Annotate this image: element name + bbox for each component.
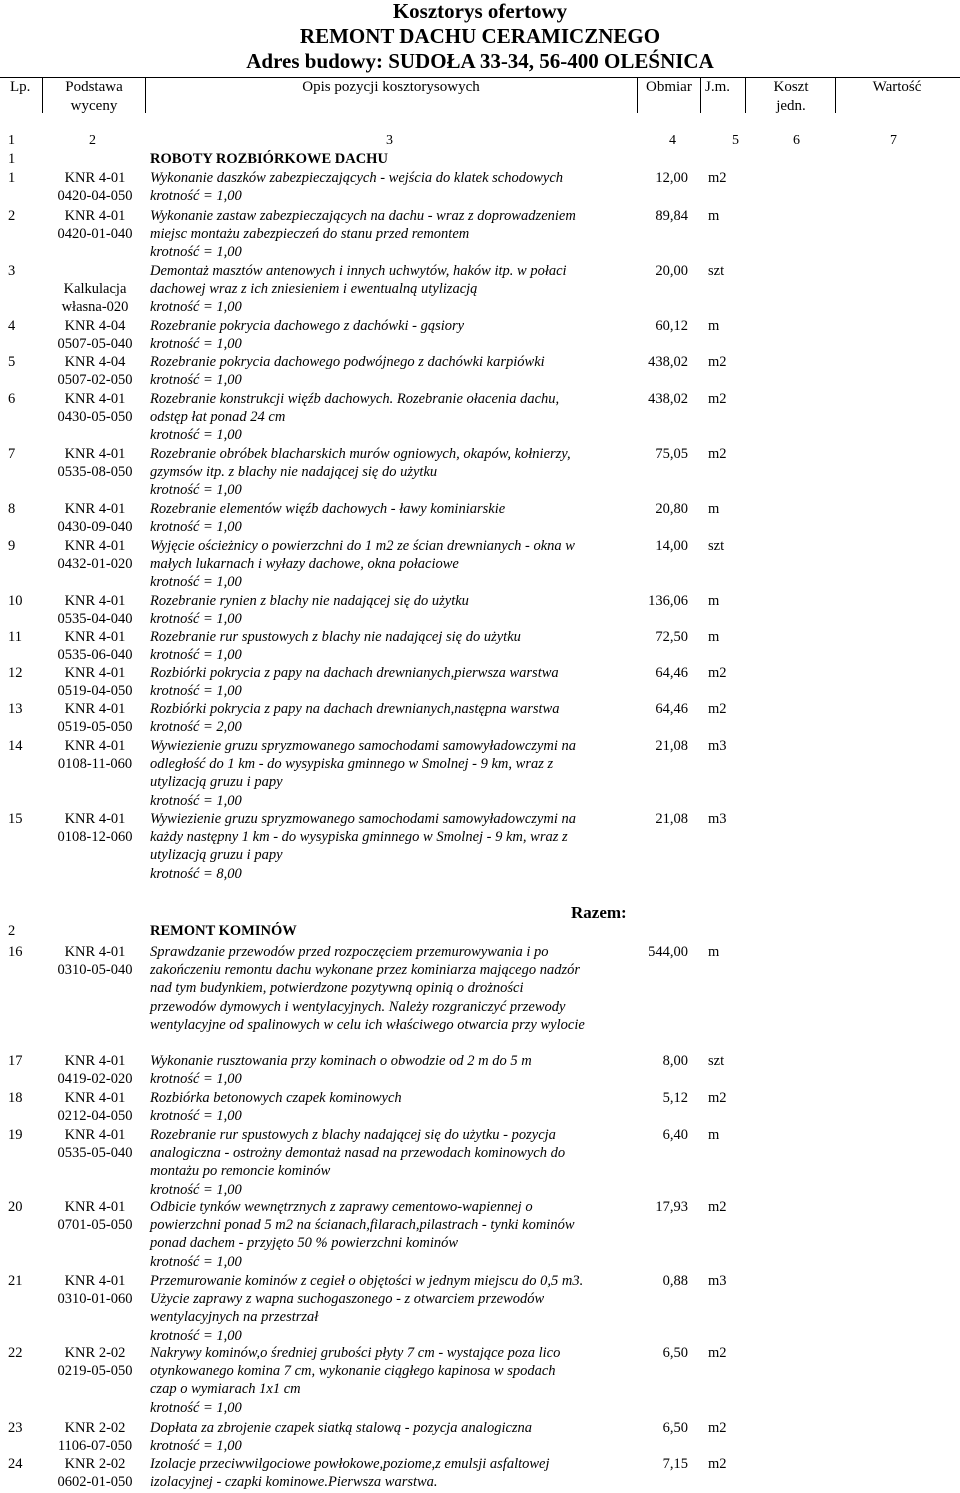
- header-divider: [745, 78, 746, 113]
- pricing-basis: [40, 592, 150, 628]
- item-unit: m3: [708, 811, 727, 827]
- item-unit: m3: [708, 738, 727, 754]
- item-description-line: miejsc montażu zabezpieczeń do stanu przed remontem: [150, 226, 470, 243]
- column-number: 5: [732, 133, 739, 148]
- row-number: 21: [8, 1273, 23, 1289]
- item-description-line: utylizacją gruzu i papy: [150, 774, 283, 791]
- site-address: Adres budowy: SUDOŁA 33-34, 56-400 OLEŚNICA: [246, 49, 714, 73]
- item-description-line: odległość do 1 km - do wysypiska gminnego w Smolnej - 9 km, wraz z: [150, 756, 554, 773]
- row-number: 2: [8, 208, 16, 224]
- item-unit: m: [708, 318, 720, 334]
- item-unit: szt: [708, 538, 725, 554]
- item-description-line: Rozbiórka betonowych czapek kominowych: [150, 1090, 402, 1106]
- item-multiplier: krotność = 1,00: [150, 1071, 242, 1088]
- item-multiplier: krotność = 1,00: [150, 482, 242, 499]
- item-description: [150, 1052, 630, 1088]
- pricing-basis-line: KNR 4-04: [64, 354, 126, 370]
- pricing-basis-line: 0430-09-040: [57, 519, 133, 536]
- pricing-basis: [40, 169, 150, 205]
- row-number: 20: [8, 1199, 23, 1215]
- pricing-basis-line: KNR 4-01: [64, 1053, 126, 1069]
- item-description-line: Rozebranie konstrukcji więźb dachowych. Rozebranie ołacenia dachu,: [150, 391, 560, 407]
- item-description-line: małych lukarnach i wyłazy dachowe, okna połaciowe: [150, 556, 459, 573]
- header-divider: [835, 78, 836, 113]
- pricing-basis: [40, 262, 150, 317]
- item-unit: m2: [708, 665, 727, 681]
- pricing-basis-line: 0535-06-040: [57, 647, 133, 664]
- item-description-line: Rozebranie rur spustowych z blachy nie nadającej się do użytku: [150, 629, 521, 645]
- item-description: [150, 445, 630, 500]
- item-description-line: izolacyjnej - czapki kominowe.Pierwsza warstwa.: [150, 1474, 438, 1491]
- item-unit: m2: [708, 391, 727, 407]
- item-description-line: zakończeniu remontu dachu wykonane przez kominiarza mającego nadzór: [150, 962, 580, 979]
- pricing-basis: [40, 737, 150, 773]
- pricing-basis-line: 0507-05-040: [57, 336, 133, 353]
- item-quantity: 75,05: [655, 446, 688, 462]
- item-description: [150, 1272, 630, 1345]
- item-multiplier: krotność = 1,00: [150, 244, 242, 261]
- item-quantity: 64,46: [655, 665, 688, 681]
- column-number: 7: [890, 133, 897, 148]
- item-quantity: 17,93: [655, 1199, 688, 1215]
- row-number: 24: [8, 1456, 23, 1472]
- header-divider: [637, 78, 638, 113]
- item-quantity: 21,08: [655, 738, 688, 754]
- row-number: 11: [8, 629, 22, 645]
- item-quantity: 20,80: [655, 501, 688, 517]
- item-quantity: 6,50: [662, 1420, 688, 1436]
- pricing-basis-line: 0108-12-060: [57, 829, 133, 846]
- item-multiplier: krotność = 1,00: [150, 574, 242, 591]
- item-description-line: Odbicie tynków wewnętrznych z zaprawy cementowo-wapiennej o: [150, 1199, 533, 1215]
- pricing-basis-line: Kalkulacja: [63, 281, 127, 298]
- pricing-basis-line: 0212-04-050: [57, 1108, 133, 1125]
- pricing-basis-line: KNR 4-01: [64, 1199, 126, 1215]
- item-description-line: Wykonanie daszków zabezpieczających - wejścia do klatek schodowych: [150, 170, 564, 186]
- pricing-basis-line: 0432-01-020: [57, 556, 133, 573]
- column-header-lp: Lp.: [10, 79, 31, 95]
- item-multiplier: krotność = 1,00: [150, 1181, 242, 1198]
- item-description-line: Rozebranie rynien z blachy nie nadającej się do użytku: [150, 593, 469, 609]
- item-description: [150, 262, 630, 317]
- item-unit: m: [708, 629, 720, 645]
- item-quantity: 6,50: [662, 1345, 688, 1361]
- item-unit: m: [708, 944, 720, 960]
- column-header-koszt: [748, 78, 834, 116]
- item-description-line: Izolacje przeciwwilgociowe powłokowe,poziome,z emulsji asfaltowej: [150, 1456, 550, 1472]
- item-description: [150, 537, 630, 592]
- document-subtitle: REMONT DACHU CERAMICZNEGO: [299, 24, 661, 48]
- item-description-line: wentylacyjnych na przestrzał: [150, 1309, 319, 1326]
- pricing-basis-line: 0310-05-040: [57, 962, 133, 979]
- pricing-basis-line: 0701-05-050: [57, 1217, 133, 1234]
- pricing-basis-line: KNR 4-01: [64, 538, 126, 554]
- pricing-basis-line: KNR 4-04: [64, 318, 126, 334]
- column-header-obmiar: Obmiar: [646, 79, 692, 95]
- row-number: 19: [8, 1127, 23, 1143]
- item-quantity: 21,08: [655, 811, 688, 827]
- pricing-basis-line: 1106-07-050: [57, 1438, 133, 1455]
- item-unit: m: [708, 593, 720, 609]
- pricing-basis-line: 0535-05-040: [57, 1145, 133, 1162]
- item-description-line: każdy następny 1 km - do wysypiska gminnego w Smolnej - 9 km, wraz z: [150, 829, 568, 846]
- item-multiplier: krotność = 1,00: [150, 299, 242, 316]
- item-description: [150, 592, 630, 628]
- item-quantity: 136,06: [648, 593, 688, 609]
- pricing-basis: [40, 1126, 150, 1162]
- pricing-basis-line: 0519-04-050: [57, 683, 133, 700]
- item-description-line: utylizacją gruzu i papy: [150, 847, 283, 864]
- pricing-basis-line: 0602-01-050: [57, 1474, 133, 1491]
- pricing-basis: [40, 628, 150, 664]
- pricing-basis-line: 0535-04-040: [57, 611, 133, 628]
- item-quantity: 60,12: [655, 318, 688, 334]
- item-description-line: Rozebranie obróbek blacharskich murów ogniowych, okapów, kołnierzy,: [150, 446, 571, 462]
- pricing-basis: [40, 1419, 150, 1455]
- item-description-line: Rozebranie elementów więźb dachowych - ławy kominiarskie: [150, 501, 506, 517]
- item-description-line: Wykonanie zastaw zabezpieczających na dachu - wraz z doprowadzeniem: [150, 208, 576, 224]
- item-description-line: Rozbiórki pokrycia z papy na dachach drewnianych,pierwsza warstwa: [150, 665, 559, 681]
- pricing-basis: [40, 353, 150, 389]
- column-number: 3: [386, 133, 393, 148]
- item-description-line: Dopłata za zbrojenie czapek siatką stalową - pozycja analogiczna: [150, 1420, 533, 1436]
- pricing-basis-line: 0519-05-050: [57, 719, 133, 736]
- item-multiplier: krotność = 1,00: [150, 427, 242, 444]
- pricing-basis-line: KNR 2-02: [64, 1345, 126, 1361]
- item-description: [150, 390, 630, 445]
- row-number: 3: [8, 263, 16, 279]
- item-unit: m2: [708, 1420, 727, 1436]
- column-header-wartosc: Wartość: [872, 79, 922, 95]
- pricing-basis: [40, 1455, 150, 1491]
- pricing-basis-line: 0430-05-050: [57, 409, 133, 426]
- item-description-line: Rozebranie pokrycia dachowego z dachówki - gąsiory: [150, 318, 465, 334]
- item-quantity: 5,12: [662, 1090, 688, 1106]
- pricing-basis-line: 0419-02-020: [57, 1071, 133, 1088]
- pricing-basis-line: KNR 4-01: [64, 1127, 126, 1143]
- column-header-base-line1: Podstawa: [65, 79, 123, 95]
- item-multiplier: krotność = 1,00: [150, 1399, 242, 1416]
- item-description-line: montażu po remoncie kominów: [150, 1163, 331, 1180]
- item-description-line: przewodów dymowych i wentylacyjnych. Należy rozgraniczyć przewody: [150, 998, 566, 1015]
- pricing-basis: [40, 445, 150, 481]
- item-unit: m: [708, 208, 720, 224]
- item-description-line: odstęp łat ponad 24 cm: [150, 409, 286, 426]
- item-description-line: Rozebranie pokrycia dachowego podwójnego z dachówki karpiówki: [150, 354, 545, 370]
- pricing-basis-line: KNR 4-01: [64, 1273, 126, 1289]
- pricing-basis-line: 0535-08-050: [57, 464, 133, 481]
- item-description-line: Rozebranie rur spustowych z blachy nadającej się do użytku - pozycja: [150, 1127, 556, 1143]
- item-description-line: Wykonanie rusztowania przy kominach o obwodzie od 2 m do 5 m: [150, 1053, 532, 1069]
- item-description: [150, 1344, 630, 1417]
- item-multiplier: krotność = 1,00: [150, 519, 242, 536]
- row-number: 14: [8, 738, 23, 754]
- pricing-basis-line: 0420-04-050: [57, 188, 133, 205]
- item-description-line: Wywiezienie gruzu spryzmowanego samochodami samowyładowczymi na: [150, 811, 576, 827]
- column-number: 4: [669, 133, 676, 148]
- pricing-basis-line: KNR 4-01: [64, 701, 126, 717]
- section-number: 1: [8, 151, 16, 167]
- column-header-base: [44, 78, 144, 116]
- item-quantity: 12,00: [655, 170, 688, 186]
- pricing-basis-line: 0108-11-060: [57, 756, 133, 773]
- item-multiplier: krotność = 1,00: [150, 336, 242, 353]
- section-title: REMONT KOMINÓW: [150, 923, 297, 939]
- item-unit: m2: [708, 446, 727, 462]
- item-multiplier: krotność = 1,00: [150, 1253, 242, 1270]
- item-quantity: 438,02: [648, 391, 688, 407]
- row-number: 4: [8, 318, 16, 334]
- pricing-basis-line: 0310-01-060: [57, 1291, 133, 1308]
- item-unit: szt: [708, 263, 725, 279]
- row-number: 16: [8, 944, 23, 960]
- pricing-basis-line: KNR 4-01: [64, 944, 126, 960]
- section-total-label: Razem:: [571, 903, 627, 922]
- item-multiplier: krotność = 1,00: [150, 188, 242, 205]
- pricing-basis-line: KNR 4-01: [64, 738, 126, 754]
- pricing-basis-line: KNR 4-01: [64, 170, 126, 186]
- item-multiplier: krotność = 1,00: [150, 683, 242, 700]
- column-header-desc: Opis pozycji kosztorysowych: [302, 79, 480, 95]
- pricing-basis: [40, 390, 150, 426]
- item-quantity: 14,00: [655, 538, 688, 554]
- document-title: Kosztorys ofertowy: [392, 0, 568, 23]
- pricing-basis: [40, 1052, 150, 1088]
- item-description-line: powierzchni ponad 5 m2 na ścianach,filarach,pilastrach - tynki kominów: [150, 1217, 575, 1234]
- item-quantity: 544,00: [648, 944, 688, 960]
- pricing-basis: [40, 317, 150, 353]
- pricing-basis: [40, 943, 150, 979]
- item-quantity: 6,40: [662, 1127, 688, 1143]
- item-quantity: 7,15: [662, 1456, 688, 1472]
- pricing-basis-line: KNR 2-02: [64, 1456, 126, 1472]
- pricing-basis-line: KNR 4-01: [64, 208, 126, 224]
- column-number: 2: [89, 133, 96, 148]
- pricing-basis-line: KNR 2-02: [64, 1420, 126, 1436]
- item-unit: m2: [708, 1345, 727, 1361]
- item-multiplier: krotność = 8,00: [150, 865, 242, 882]
- item-description: [150, 664, 630, 700]
- item-description-line: otynkowanego komina 7 cm, wykonanie ciągłego kapinosa w spodach: [150, 1363, 556, 1380]
- row-number: 17: [8, 1053, 23, 1069]
- item-description-line: Przemurowanie kominów z cegieł o objętości w jednym miejscu do 0,5 m3.: [150, 1273, 584, 1289]
- item-unit: m: [708, 1127, 720, 1143]
- item-multiplier: krotność = 1,00: [150, 647, 242, 664]
- row-number: 22: [8, 1345, 23, 1361]
- item-quantity: 0,88: [662, 1273, 688, 1289]
- pricing-basis: [40, 537, 150, 573]
- pricing-basis-line: [40, 262, 150, 280]
- row-number: 12: [8, 665, 23, 681]
- column-header-koszt-line2: jedn.: [776, 98, 806, 114]
- item-multiplier: krotność = 2,00: [150, 719, 242, 736]
- column-header-koszt-line1: Koszt: [773, 79, 809, 95]
- pricing-basis: [40, 810, 150, 846]
- item-unit: m2: [708, 1090, 727, 1106]
- item-quantity: 89,84: [655, 208, 688, 224]
- item-unit: m2: [708, 354, 727, 370]
- item-description: [150, 1198, 630, 1271]
- item-multiplier: krotność = 1,00: [150, 1108, 242, 1125]
- item-quantity: 8,00: [662, 1053, 688, 1069]
- item-multiplier: krotność = 1,00: [150, 792, 242, 809]
- row-number: 6: [8, 391, 16, 407]
- item-description: [150, 1126, 630, 1199]
- item-multiplier: krotność = 1,00: [150, 1327, 242, 1344]
- column-number: 6: [793, 133, 800, 148]
- item-description-line: Wyjęcie ościeżnicy o powierzchni do 1 m2 ze ścian drewnianych - okna w: [150, 538, 575, 554]
- item-quantity: 438,02: [648, 354, 688, 370]
- item-multiplier: krotność = 1,00: [150, 372, 242, 389]
- item-description-line: gzymsów itp. z blachy nie nadającej się do użytku: [150, 464, 438, 481]
- pricing-basis: [40, 207, 150, 243]
- item-multiplier: krotność = 1,00: [150, 1438, 242, 1455]
- item-description: [150, 169, 630, 205]
- item-description-line: Nakrywy kominów,o średniej grubości płyty 7 cm - wystające poza lico: [150, 1345, 561, 1361]
- item-description: [150, 317, 630, 353]
- pricing-basis-line: 0420-01-040: [57, 226, 133, 243]
- item-description-line: Rozbiórki pokrycia z papy na dachach drewnianych,następna warstwa: [150, 701, 560, 717]
- pricing-basis-line: własna-020: [61, 299, 129, 316]
- row-number: 7: [8, 446, 16, 462]
- item-description: [150, 628, 630, 664]
- item-description-line: Wywiezienie gruzu spryzmowanego samochodami samowyładowczymi na: [150, 738, 576, 754]
- pricing-basis: [40, 700, 150, 736]
- pricing-basis-line: KNR 4-01: [64, 593, 126, 609]
- pricing-basis-line: KNR 4-01: [64, 446, 126, 462]
- header-divider: [700, 78, 701, 113]
- item-unit: m2: [708, 1456, 727, 1472]
- item-unit: m3: [708, 1273, 727, 1289]
- item-unit: m2: [708, 1199, 727, 1215]
- item-description: [150, 943, 630, 1034]
- item-description-line: nad tym budynkiem, potwierdzone pozytywną opinią o drożności: [150, 980, 524, 997]
- item-description-line: Sprawdzanie przewodów przed rozpoczęciem przemurowywania i po: [150, 944, 549, 960]
- pricing-basis: [40, 1272, 150, 1308]
- item-quantity: 72,50: [655, 629, 688, 645]
- item-unit: m: [708, 501, 720, 517]
- pricing-basis-line: KNR 4-01: [64, 629, 126, 645]
- item-description-line: dachowej wraz z ich zniesieniem i ewentualną utylizacją: [150, 281, 478, 298]
- item-description-line: ponad dachem - przyjęto 50 % powierzchni kominów: [150, 1235, 459, 1252]
- item-description: [150, 1455, 630, 1491]
- pricing-basis-line: KNR 4-01: [64, 1090, 126, 1106]
- column-header-jm: J.m.: [705, 79, 731, 95]
- item-description: [150, 1089, 630, 1125]
- pricing-basis-line: 0507-02-050: [57, 372, 133, 389]
- row-number: 15: [8, 811, 23, 827]
- row-number: 9: [8, 538, 16, 554]
- pricing-basis-line: KNR 4-01: [64, 811, 126, 827]
- item-description: [150, 737, 630, 810]
- item-unit: m2: [708, 701, 727, 717]
- pricing-basis-line: 0219-05-050: [57, 1363, 133, 1380]
- item-description-line: analogiczna - ostrożny demontaż nasad na przewodach kominowych do: [150, 1145, 566, 1162]
- pricing-basis-line: KNR 4-01: [64, 665, 126, 681]
- pricing-basis: [40, 1089, 150, 1125]
- item-description: [150, 353, 630, 389]
- section-number: 2: [8, 923, 16, 939]
- pricing-basis: [40, 1344, 150, 1380]
- item-unit: m2: [708, 170, 727, 186]
- column-number: 1: [8, 133, 15, 148]
- item-description-line: Użycie zaprawy z wapna suchogaszonego - z otwarciem przewodów: [150, 1291, 545, 1308]
- item-description: [150, 810, 630, 883]
- item-description-line: wentylacyjne od spalinowych w celu ich właściwego otwarcia przy wylocie: [150, 1016, 585, 1033]
- item-description: [150, 700, 630, 736]
- pricing-basis-line: KNR 4-01: [64, 501, 126, 517]
- row-number: 18: [8, 1090, 23, 1106]
- item-description: [150, 1419, 630, 1455]
- item-multiplier: krotność = 1,00: [150, 611, 242, 628]
- pricing-basis-line: KNR 4-01: [64, 391, 126, 407]
- row-number: 8: [8, 501, 16, 517]
- pricing-basis: [40, 664, 150, 700]
- row-number: 10: [8, 593, 23, 609]
- item-description-line: czap o wymiarach 1x1 cm: [150, 1381, 301, 1398]
- item-description-line: Demontaż masztów antenowych i innych uchwytów, haków itp. w połaci: [150, 263, 567, 279]
- row-number: 23: [8, 1420, 23, 1436]
- row-number: 1: [8, 170, 16, 186]
- item-description: [150, 500, 630, 536]
- pricing-basis: [40, 1198, 150, 1234]
- item-description: [150, 207, 630, 262]
- column-header-base-line2: wyceny: [70, 98, 118, 114]
- pricing-basis: [40, 500, 150, 536]
- row-number: 5: [8, 354, 16, 370]
- item-quantity: 64,46: [655, 701, 688, 717]
- item-unit: szt: [708, 1053, 725, 1069]
- header-divider: [42, 78, 43, 113]
- item-quantity: 20,00: [655, 263, 688, 279]
- section-title: ROBOTY ROZBIÓRKOWE DACHU: [150, 151, 388, 167]
- row-number: 13: [8, 701, 23, 717]
